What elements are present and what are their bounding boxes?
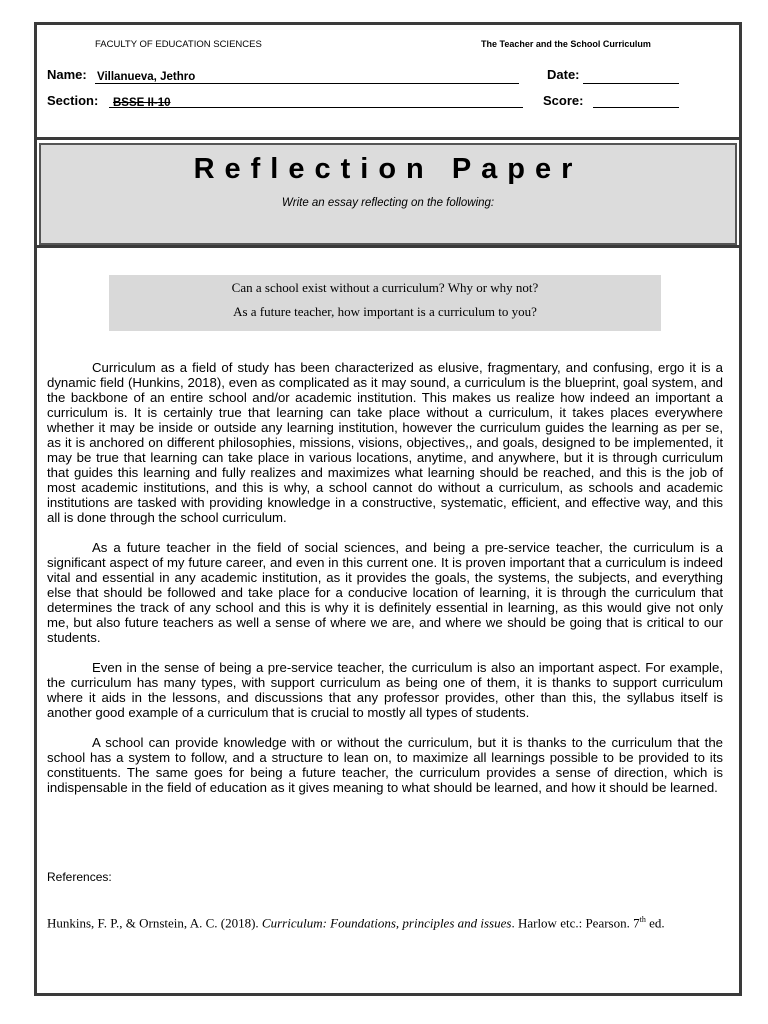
essay-paragraph: Even in the sense of being a pre-service teacher, the curriculum is also an important aspect. For example, the curriculum has many types, with support curriculum as being one of them, it is thanks to support curriculum where it aids in the lessons, and discussions that any professor provides, other than this, the syllabus itself is another good example of a curriculum that is crucial to mostly all types of students. xyxy=(47,660,723,720)
section-value: BSSE II-10 xyxy=(113,97,171,109)
reference-edition-sup: th xyxy=(639,915,646,924)
reference-edition-tail: ed. xyxy=(645,915,665,931)
name-value: Villanueva, Jethro xyxy=(97,71,196,83)
worksheet-frame xyxy=(34,22,742,996)
essay-paragraph: As a future teacher in the field of social sciences, and being a pre-service teacher, the curriculum is a significant aspect of my future career, and even in this current one. It is proven important that a curriculum is indeed vital and essential in any academic institution, as it provides the goals, the systems, the subjects, and everything else that should be followed and take place for a conducive location of learning, it is through the curriculum that determines the track of any school and this is why it is definitely essential in learning, as this would give not only me, but also future teachers as well a sense of where we are, and where we should be going that is critical to our students. xyxy=(47,540,723,645)
title-divider xyxy=(37,245,739,248)
essay-body xyxy=(47,360,723,810)
references-label: References: xyxy=(47,870,112,884)
course-header: The Teacher and the School Curriculum xyxy=(481,39,651,49)
essay-paragraph: Curriculum as a field of study has been characterized as elusive, fragmentary, and confusing, ergo it is a dynamic field (Hunkins, 2018), even as complicated as it may sound, a curriculum is the blueprint, goal system, and the backbone of an entire school and/or academic institution. This makes us realize how indeed an important a curriculum is. It is certainly true that learning can take place without a curriculum, it takes places everywhere whether it may be inside or outside any learning institution, however the curriculum guides the learning as per se, as it is anchored on different philosophies, missions, visions, objectives,, and goals, designed to be implemented, it may be true that learning can take place in various locations, anytime, and anywhere, but it is through curriculum that guides this learning and fully realizes and maximizes what learning should be reached, and this is the job of most academic institutions, and this is why, a school cannot do without a curriculum, as schools and academic institutions are tasked with providing knowledge in a constructive, systematic, efficient, and effective way, and this all is done through the school curriculum. xyxy=(47,360,723,525)
essay-paragraph: A school can provide knowledge with or without the curriculum, but it is thanks to the curriculum that the school has a system to follow, and a structure to lean on, to maximize all learnings possible to be provided to its constituents. The same goes for being a future teacher, the curriculum provides a sense of direction, which is indispensable in the field of education as it gives meaning to what should be learned, and how it should be learned. xyxy=(47,735,723,795)
faculty-header: FACULTY OF EDUCATION SCIENCES xyxy=(95,39,262,50)
section-line xyxy=(109,93,523,108)
reference-entry xyxy=(47,912,743,931)
reference-title: Curriculum: Foundations, principles and issues xyxy=(261,915,512,931)
reference-publisher: . Harlow etc.: Pearson. 7 xyxy=(511,915,640,931)
question-1: Can a school exist without a curriculum? Why or why not? xyxy=(231,280,539,295)
reference-authors: Hunkins, F. P., & Ornstein, A. C. (2018). xyxy=(47,915,262,931)
section-label: Section: xyxy=(47,93,99,108)
score-label: Score: xyxy=(543,93,584,108)
question-2: As a future teacher, how important is a curriculum to you? xyxy=(233,304,537,319)
score-line xyxy=(593,93,679,108)
date-label: Date: xyxy=(547,67,580,82)
header-divider xyxy=(37,137,739,140)
page-title: Reflection Paper xyxy=(193,153,583,185)
date-line xyxy=(583,69,679,84)
name-label: Name: xyxy=(47,67,87,82)
page-subtitle: Write an essay reflecting on the following: xyxy=(281,197,495,209)
question-box xyxy=(109,275,661,331)
